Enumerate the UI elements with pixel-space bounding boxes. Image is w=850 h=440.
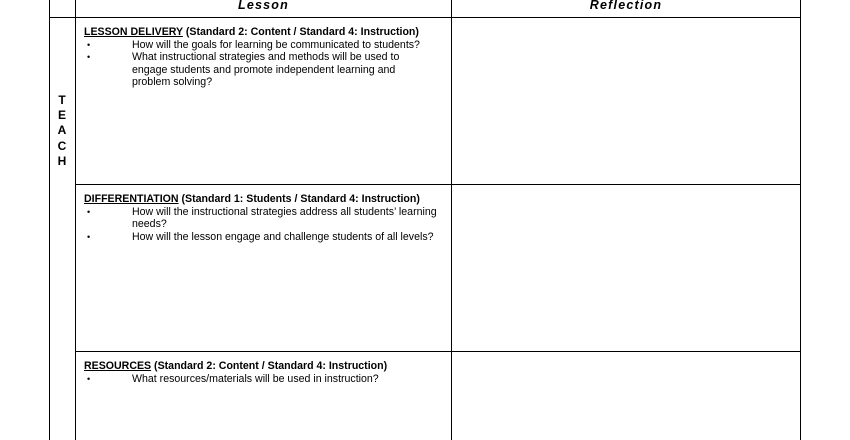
list-item: [84, 39, 444, 52]
list-item: [84, 206, 437, 231]
list-item-text: How will the goals for learning be communicated to students?: [132, 38, 420, 51]
teach-letter: T: [58, 93, 66, 107]
teach-letter: C: [57, 138, 67, 153]
list-item: [84, 51, 432, 89]
differentiation-section: [84, 193, 444, 243]
list-item-text: What resources/materials will be used in instruction?: [132, 372, 379, 385]
section-title-underlined: RESOURCES: [84, 360, 152, 372]
resources-section: [84, 360, 444, 385]
section-title: [84, 26, 444, 39]
section-title-underlined: DIFFERENTIATION: [84, 193, 179, 205]
bullet-icon: •: [87, 373, 91, 384]
table-right-border: [800, 0, 801, 440]
bullet-icon: •: [87, 231, 91, 242]
teach-letter: E: [57, 108, 66, 123]
bullet-icon: •: [87, 206, 91, 217]
column-divider-teach: [75, 0, 76, 440]
teach-vertical-label: [49, 93, 75, 169]
section-title: [84, 193, 444, 206]
lesson-delivery-section: [84, 26, 444, 89]
reflection-cell-resources[interactable]: [452, 352, 800, 440]
teach-letter: A: [57, 123, 67, 138]
section-title-standards: (Standard 2: Content / Standard 4: Instruction): [182, 26, 419, 38]
list-item: [84, 231, 462, 244]
table-left-border: [49, 0, 50, 440]
bullet-icon: •: [87, 39, 91, 50]
list-item-text: How will the instructional strategies address all students’ learning needs?: [132, 205, 437, 231]
reflection-cell-differentiation[interactable]: [452, 185, 800, 351]
list-item: [84, 373, 444, 386]
list-item-text: What instructional strategies and methods will be used to engage students and promote independent learning and problem solving?: [132, 51, 400, 89]
section-title: [84, 360, 444, 373]
section-title-standards: (Standard 2: Content / Standard 4: Instruction): [151, 360, 388, 372]
teach-letter: H: [57, 153, 67, 168]
lesson-column-header: Lesson: [238, 0, 289, 12]
reflection-column-header: Reflection: [589, 0, 663, 12]
reflection-cell-lesson-delivery[interactable]: [452, 18, 800, 184]
list-item-text: How will the lesson engage and challenge students of all levels?: [132, 230, 434, 243]
bullet-icon: •: [87, 52, 91, 63]
section-title-standards: (Standard 1: Students / Standard 4: Instruction): [178, 193, 420, 205]
section-title-underlined: LESSON DELIVERY: [84, 26, 183, 38]
